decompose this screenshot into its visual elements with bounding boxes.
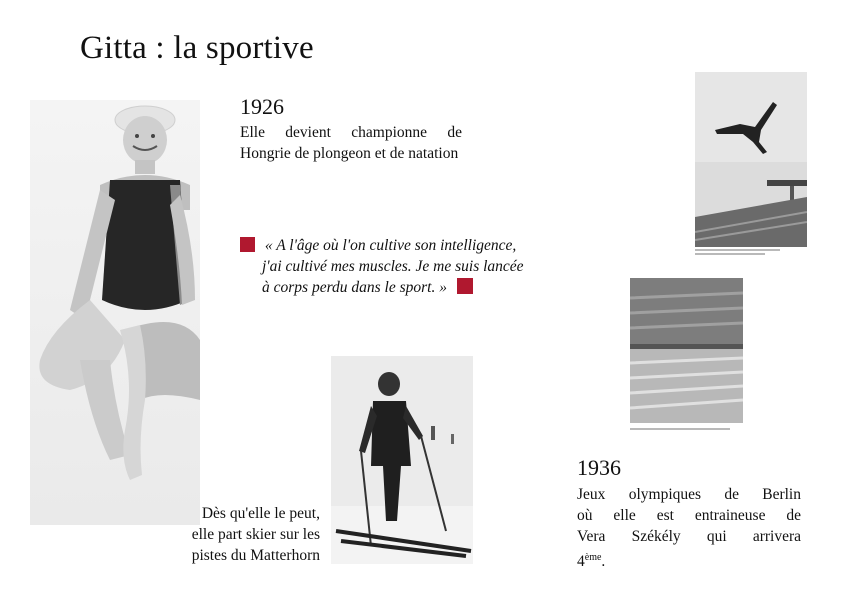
diver-photo-caption-2 <box>695 253 765 255</box>
skier-photo <box>331 356 473 564</box>
year-1936: 1936 <box>577 455 621 480</box>
quote-line-1: « A l'âge où l'on cultive son intelligence, <box>240 235 600 256</box>
quote-block <box>240 235 600 298</box>
pool-photo-caption <box>630 428 730 430</box>
quote-open-square <box>240 237 255 252</box>
text-1936-line-2: où elle est entraineuse de <box>577 507 801 524</box>
diver-photo-caption <box>695 249 780 251</box>
ski-caption-line-1: Dès qu'elle le peut, <box>201 505 320 522</box>
quote-line-3: à corps perdu dans le sport. » <box>262 277 600 298</box>
swimmer-photo <box>30 100 200 525</box>
text-1936 <box>577 484 801 572</box>
text-1936-line-3: Vera Székély qui arrivera <box>577 528 801 545</box>
text-1936-line-1: Jeux olympiques de Berlin <box>577 486 801 503</box>
text-1936-line-4: 4ème. <box>577 552 606 571</box>
diver-photo <box>695 72 807 247</box>
quote-close-square <box>457 278 473 294</box>
quote-line-2: j'ai cultivé mes muscles. Je me suis lancée <box>262 258 524 275</box>
ski-caption-line-3: pistes du Matterhorn <box>191 547 320 564</box>
page-title: Gitta : la sportive <box>80 30 314 66</box>
ski-caption-line-2: elle part skier sur les <box>191 526 320 543</box>
year-1926: 1926 <box>240 94 284 119</box>
pool-photo <box>630 278 743 423</box>
ski-caption <box>150 503 320 566</box>
text-1926: Elle devient championne de Hongrie de plongeon et de natation <box>240 124 462 162</box>
